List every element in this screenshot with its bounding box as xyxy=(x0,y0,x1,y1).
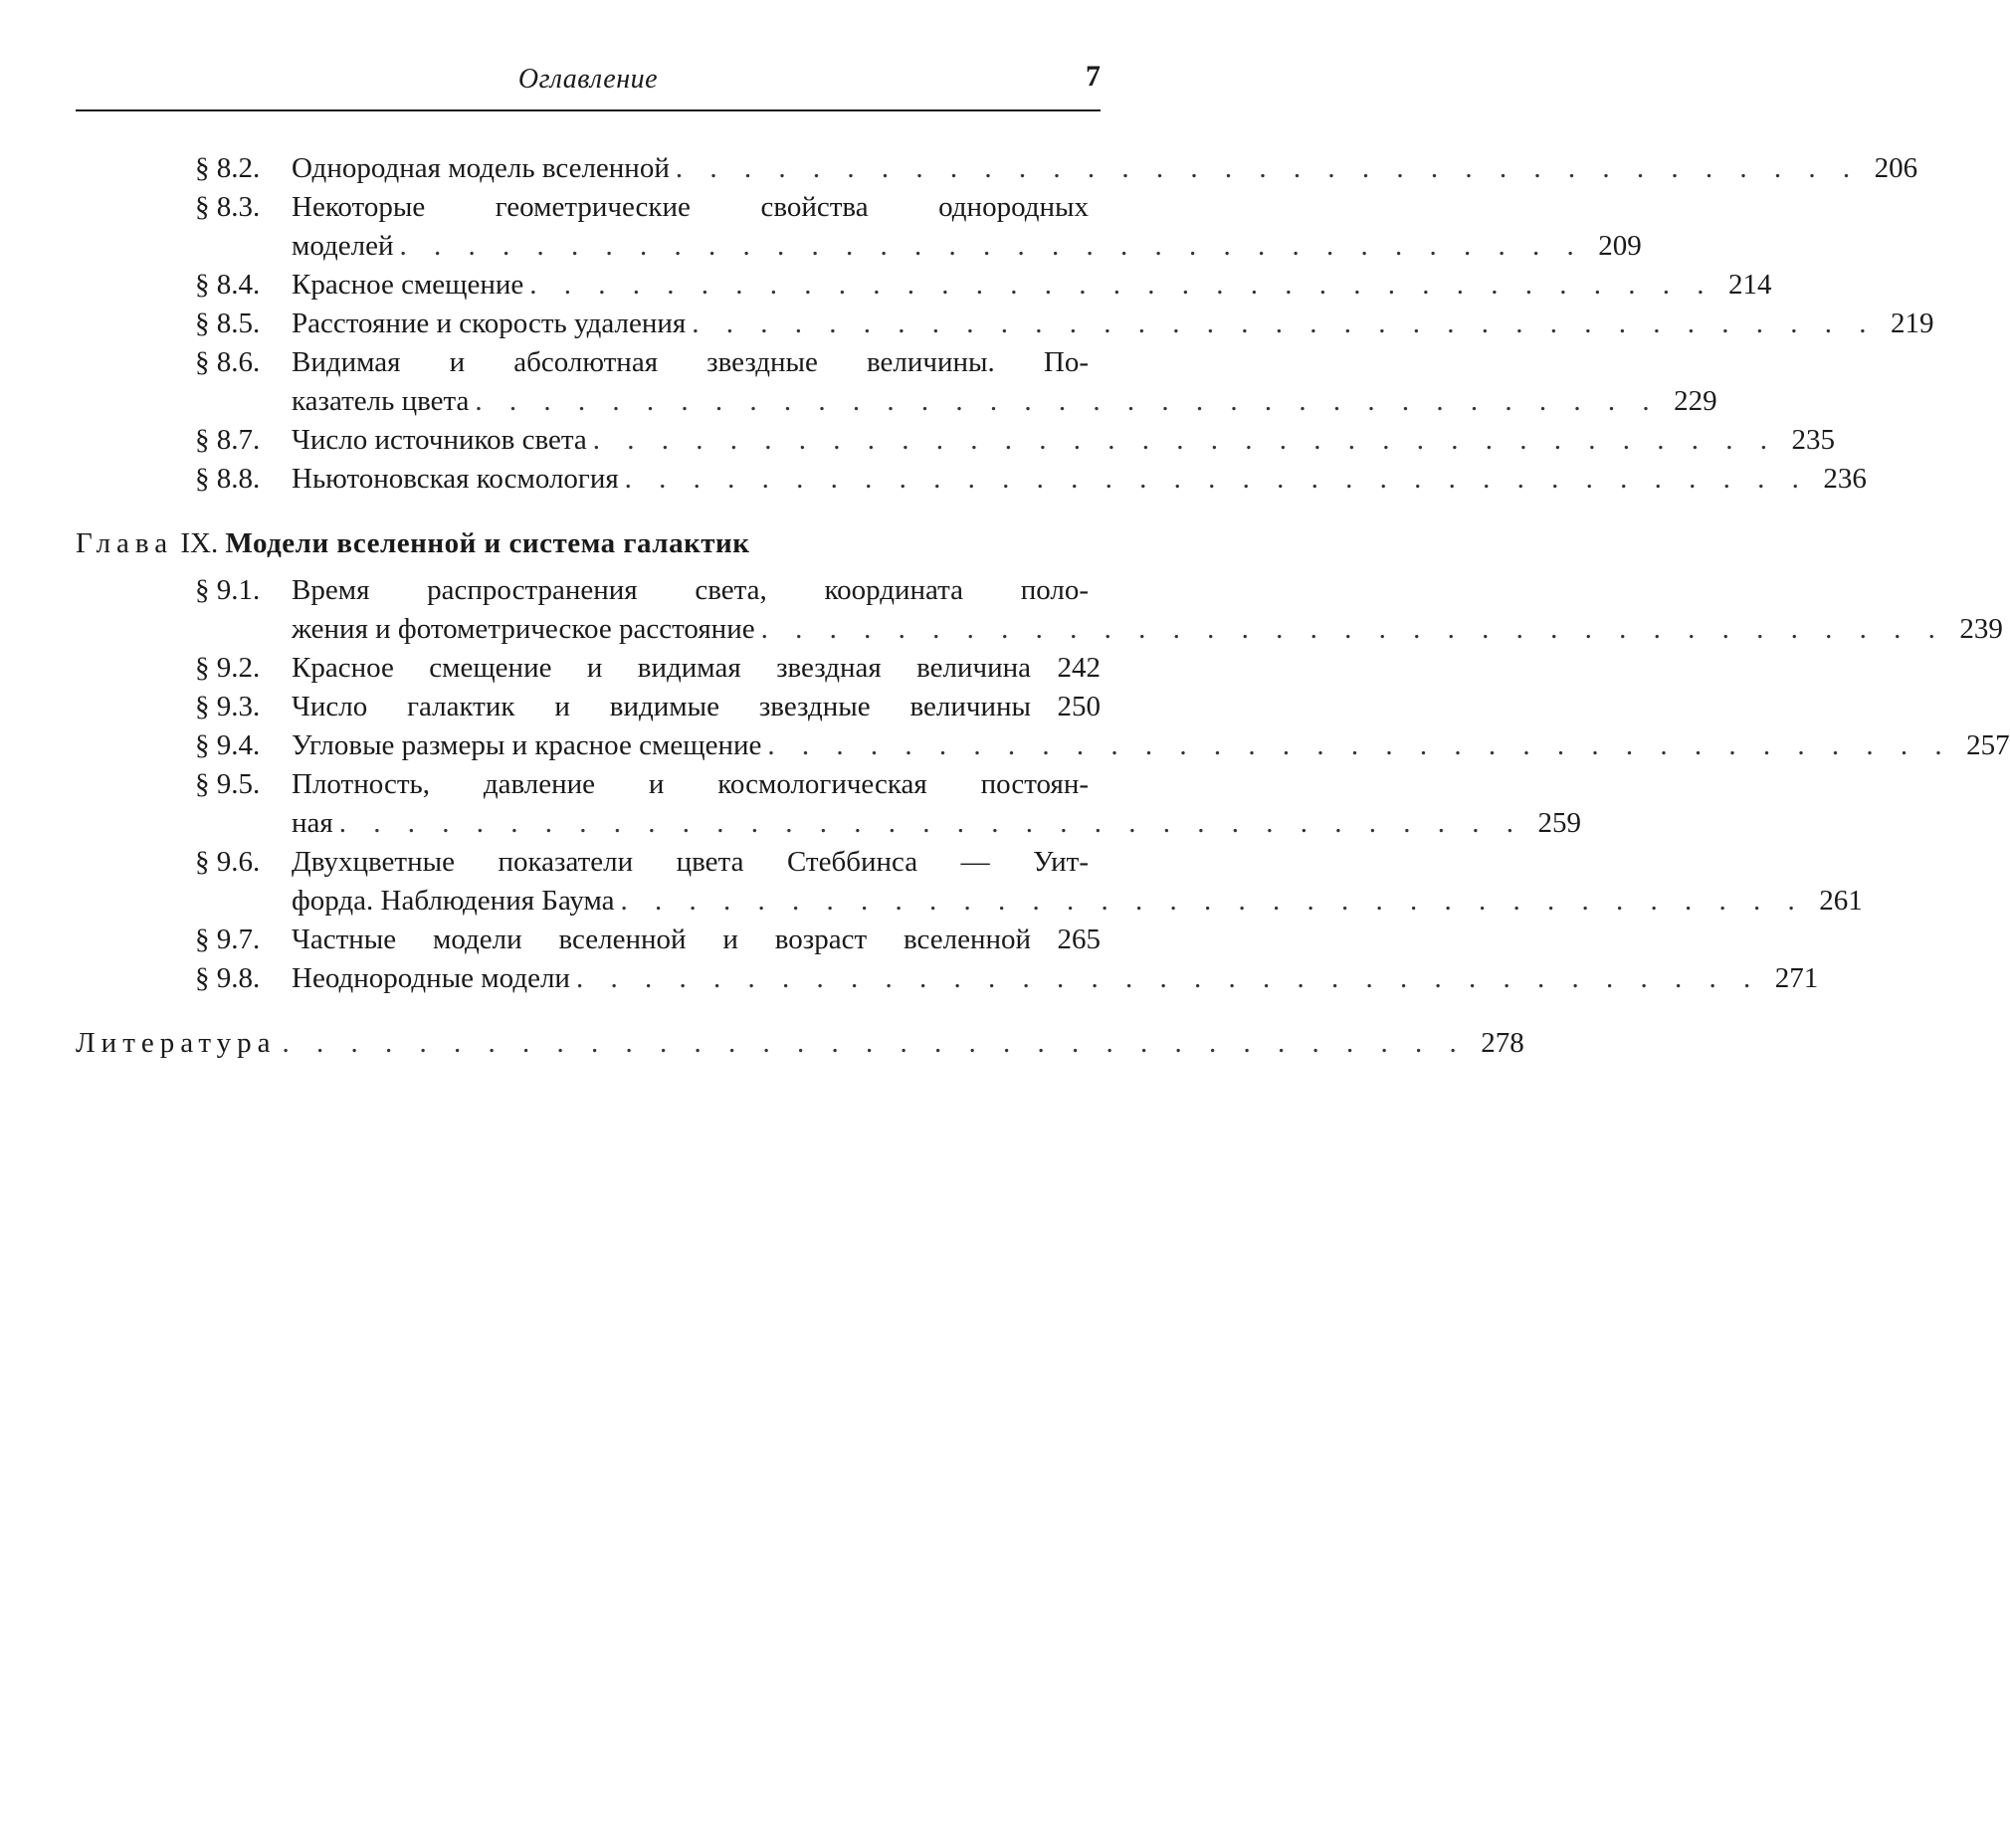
section-page: 265 xyxy=(1057,924,1101,955)
section-page: 257 xyxy=(1966,729,2010,761)
section-number: § 9.3. xyxy=(195,691,261,722)
section-title-line-1: Время распространения света, координата поло- xyxy=(292,574,1089,606)
dot-leader: . . . . . . . . . . . . . . . . . . . . . . . . . . . . . . . . . . . xyxy=(624,463,1809,495)
section-title: Расстояние и скорость удаления xyxy=(292,308,687,339)
section-page: 235 xyxy=(1791,424,1835,456)
section-title: Неоднородные модели xyxy=(292,962,570,994)
section-number: § 9.5. xyxy=(195,768,261,800)
section-title: Число источников света xyxy=(292,424,587,456)
section-title-line-1: Плотность, давление и космологическая постоян- xyxy=(292,768,1089,800)
literature-label: Литература xyxy=(76,1027,277,1059)
section-title-line-2: ная xyxy=(292,807,333,839)
section-number: § 9.4. xyxy=(195,729,261,761)
section-page: 209 xyxy=(1598,230,1642,262)
section-title-line-2: казатель цвета xyxy=(292,385,470,417)
section-title: Ньютоновская космология xyxy=(292,463,619,495)
section-number: § 9.6. xyxy=(195,846,261,878)
dot-leader: . . . . . . . . . . . . . . . . . . . . . . . . . . . . . . . . . . . xyxy=(399,230,1584,262)
section-number: § 8.8. xyxy=(195,463,261,495)
toc-entry-literature[interactable] xyxy=(76,1024,1524,1063)
section-title: Угловые размеры и красное смещение xyxy=(292,729,762,761)
section-page: 239 xyxy=(1959,613,2003,645)
section-number: § 9.7. xyxy=(195,924,261,955)
section-number: § 8.6. xyxy=(195,346,261,378)
dot-leader: . . . . . . . . . . . . . . . . . . . . . . . . . . . . . . . . . . . xyxy=(760,613,1945,645)
section-title-line-2: моделей xyxy=(292,230,394,262)
section-number: § 9.2. xyxy=(195,652,261,684)
section-number: § 9.1. xyxy=(195,574,261,606)
header-title: Оглавление xyxy=(517,64,659,95)
dot-leader: . . . . . . . . . . . . . . . . . . . . . . . . . . . . . . . . . . . xyxy=(620,885,1805,917)
section-page: 206 xyxy=(1874,152,1918,184)
section-title-line-2: форда. Наблюдения Баума xyxy=(292,885,615,917)
dot-leader: . . . . . . . . . . . . . . . . . . . . . . . . . . . . . . . . . . . xyxy=(338,807,1523,839)
section-page: 229 xyxy=(1674,385,1717,417)
section-page: 214 xyxy=(1728,269,1772,301)
chapter-label: Глава xyxy=(76,527,174,559)
chapter-numeral: IX. xyxy=(180,527,219,559)
section-title: Однородная модель вселенной xyxy=(292,152,670,184)
dot-leader: . . . . . . . . . . . . . . . . . . . . . . . . . . . . . . . . . . . xyxy=(575,962,1761,994)
section-title: Красное смещение и видимая звездная величина xyxy=(292,652,1031,684)
dot-leader: . . . . . . . . . . . . . . . . . . . . . . . . . . . . . . . . . . . xyxy=(282,1027,1467,1059)
section-number: § 8.2. xyxy=(195,152,261,184)
section-number: § 9.8. xyxy=(195,962,261,994)
section-title: Красное смещение xyxy=(292,269,524,301)
section-number: § 8.7. xyxy=(195,424,261,456)
dot-leader: . . . . . . . . . . . . . . . . . . . . . . . . . . . . . . . . . . . xyxy=(475,385,1660,417)
section-title-line-2: жения и фотометрическое расстояние xyxy=(292,613,755,645)
dot-leader: . . . . . . . . . . . . . . . . . . . . . . . . . . . . . . . . . . . xyxy=(592,424,1777,456)
section-page: 271 xyxy=(1774,962,1819,994)
section-number: § 8.3. xyxy=(195,191,261,223)
section-title-line-1: Некоторые геометрические свойства однородных xyxy=(292,191,1089,223)
header-rule xyxy=(76,109,1101,111)
dot-leader: . . . . . . . . . . . . . . . . . . . . . . . . . . . . . . . . . . . xyxy=(692,308,1877,339)
section-title-line-1: Видимая и абсолютная звездные величины. По- xyxy=(292,346,1089,378)
section-page: 219 xyxy=(1891,308,1934,339)
chapter-heading[interactable] xyxy=(76,524,1101,563)
section-title: Число галактик и видимые звездные величины xyxy=(292,691,1031,722)
page-number: 7 xyxy=(1086,60,1101,93)
running-header xyxy=(76,60,1101,109)
dot-leader: . . . . . . . . . . . . . . . . . . . . . . . . . . . . . . . . . . . xyxy=(675,152,1861,184)
section-page: 261 xyxy=(1819,885,1863,917)
section-title-line-1: Двухцветные показатели цвета Стеббинса — Уит- xyxy=(292,846,1089,878)
literature-page: 278 xyxy=(1481,1027,1524,1059)
section-title: Частные модели вселенной и возраст вселенной xyxy=(292,924,1031,955)
section-page: 236 xyxy=(1823,463,1867,495)
dot-leader: . . . . . . . . . . . . . . . . . . . . . . . . . . . . . . . . . . . xyxy=(529,269,1714,301)
section-page: 259 xyxy=(1537,807,1581,839)
section-page: 250 xyxy=(1057,691,1101,722)
section-number: § 8.4. xyxy=(195,269,261,301)
section-number: § 8.5. xyxy=(195,308,261,339)
chapter-title: Модели вселенной и система галактик xyxy=(225,527,750,559)
section-page: 242 xyxy=(1057,652,1101,684)
dot-leader: . . . . . . . . . . . . . . . . . . . . . . . . . . . . . . . . . . . xyxy=(767,729,1952,761)
